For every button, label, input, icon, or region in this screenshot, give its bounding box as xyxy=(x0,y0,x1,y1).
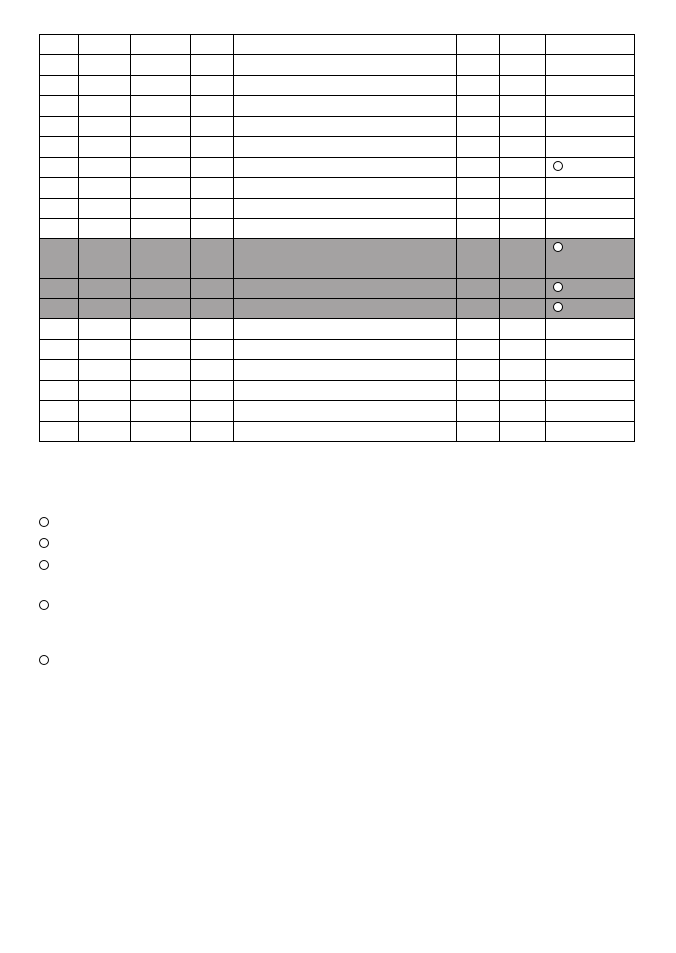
table-cell xyxy=(40,35,79,55)
table-cell xyxy=(79,55,131,76)
table-cell xyxy=(131,340,191,360)
table-cell xyxy=(546,340,635,360)
table-cell xyxy=(40,279,79,299)
table-cell xyxy=(79,279,131,299)
table-cell xyxy=(131,299,191,319)
table-cell xyxy=(234,137,457,158)
table-cell xyxy=(457,422,500,442)
table-cell xyxy=(131,158,191,178)
table-cell xyxy=(234,381,457,401)
table-cell xyxy=(546,199,635,219)
table-cell xyxy=(131,219,191,239)
table-cell xyxy=(500,158,546,178)
table-cell xyxy=(234,55,457,76)
table-cell xyxy=(191,401,234,422)
table-cell xyxy=(457,137,500,158)
table-cell xyxy=(131,35,191,55)
table-cell xyxy=(234,239,457,279)
table-cell xyxy=(131,239,191,279)
table-cell xyxy=(40,319,79,340)
table-cell xyxy=(131,199,191,219)
note-item xyxy=(39,654,55,668)
table-cell xyxy=(457,401,500,422)
table-cell xyxy=(40,199,79,219)
table-cell xyxy=(40,401,79,422)
table-cell xyxy=(500,381,546,401)
table-cell xyxy=(131,422,191,442)
table-cell xyxy=(40,381,79,401)
table-cell xyxy=(40,422,79,442)
table-cell xyxy=(191,360,234,381)
circle-bullet-icon xyxy=(39,655,49,665)
table-cell xyxy=(457,76,500,96)
table-cell xyxy=(500,319,546,340)
table-cell xyxy=(546,299,635,319)
table-cell xyxy=(234,279,457,299)
table-cell xyxy=(234,422,457,442)
table-cell xyxy=(40,55,79,76)
table-cell xyxy=(40,76,79,96)
table-cell xyxy=(234,76,457,96)
table-cell xyxy=(546,96,635,117)
table-row xyxy=(40,381,635,401)
table-cell xyxy=(500,76,546,96)
table-cell xyxy=(500,219,546,239)
table-cell xyxy=(234,401,457,422)
table-row xyxy=(40,401,635,422)
table-cell xyxy=(546,239,635,279)
table-cell xyxy=(457,178,500,199)
table-cell xyxy=(131,360,191,381)
table-cell xyxy=(79,299,131,319)
table-cell xyxy=(79,360,131,381)
table-cell xyxy=(79,219,131,239)
note-item xyxy=(39,537,55,551)
table-row xyxy=(40,319,635,340)
table-cell xyxy=(234,299,457,319)
table-cell xyxy=(79,381,131,401)
table-body xyxy=(40,35,635,442)
table-cell xyxy=(131,76,191,96)
table-cell xyxy=(234,117,457,137)
table-cell xyxy=(457,96,500,117)
note-item xyxy=(39,559,55,573)
table-row xyxy=(40,158,635,178)
table-cell xyxy=(457,239,500,279)
table-cell xyxy=(79,422,131,442)
table-cell xyxy=(457,199,500,219)
circle-bullet-icon xyxy=(39,517,49,527)
table-cell xyxy=(500,178,546,199)
table-cell xyxy=(546,178,635,199)
circle-marker-icon xyxy=(553,242,563,252)
table-cell xyxy=(191,35,234,55)
table-cell xyxy=(500,299,546,319)
table-cell xyxy=(191,158,234,178)
table-cell xyxy=(79,158,131,178)
table-cell xyxy=(457,117,500,137)
table-cell xyxy=(500,199,546,219)
table-cell xyxy=(40,96,79,117)
table-cell xyxy=(546,117,635,137)
table-cell xyxy=(234,178,457,199)
table-cell xyxy=(546,76,635,96)
table-cell xyxy=(234,96,457,117)
table-cell xyxy=(546,319,635,340)
circle-bullet-icon xyxy=(39,560,49,570)
table-cell xyxy=(234,319,457,340)
table-cell xyxy=(131,381,191,401)
note-item xyxy=(39,599,55,613)
table-cell xyxy=(131,117,191,137)
table-cell xyxy=(191,96,234,117)
table-cell xyxy=(500,340,546,360)
table-cell xyxy=(500,239,546,279)
table-cell xyxy=(500,35,546,55)
table-row xyxy=(40,299,635,319)
table-cell xyxy=(40,239,79,279)
table-cell xyxy=(546,279,635,299)
table-cell xyxy=(79,340,131,360)
table-cell xyxy=(234,199,457,219)
table-cell xyxy=(457,158,500,178)
table-cell xyxy=(79,76,131,96)
table-cell xyxy=(79,137,131,158)
table-cell xyxy=(546,219,635,239)
table-cell xyxy=(191,137,234,158)
table-cell xyxy=(40,340,79,360)
table-cell xyxy=(191,76,234,96)
table-cell xyxy=(546,360,635,381)
table-cell xyxy=(546,158,635,178)
table-row xyxy=(40,340,635,360)
table-cell xyxy=(40,137,79,158)
table-cell xyxy=(131,319,191,340)
table-cell xyxy=(40,219,79,239)
table-row xyxy=(40,137,635,158)
note-item xyxy=(39,516,55,530)
table-cell xyxy=(500,55,546,76)
table-cell xyxy=(457,381,500,401)
table-cell xyxy=(79,96,131,117)
table-cell xyxy=(131,55,191,76)
table-cell xyxy=(191,319,234,340)
table-cell xyxy=(40,360,79,381)
table-row xyxy=(40,76,635,96)
table-row xyxy=(40,279,635,299)
table-row xyxy=(40,239,635,279)
table-cell xyxy=(457,299,500,319)
table-cell xyxy=(457,340,500,360)
table-cell xyxy=(500,137,546,158)
table-cell xyxy=(234,219,457,239)
table-cell xyxy=(40,158,79,178)
table-cell xyxy=(546,381,635,401)
table-cell xyxy=(500,96,546,117)
table-cell xyxy=(500,422,546,442)
table-cell xyxy=(546,401,635,422)
table-cell xyxy=(191,422,234,442)
table-cell xyxy=(457,219,500,239)
table-cell xyxy=(40,178,79,199)
table-cell xyxy=(546,422,635,442)
table-cell xyxy=(500,279,546,299)
table-cell xyxy=(546,35,635,55)
table-row xyxy=(40,35,635,55)
table-cell xyxy=(191,239,234,279)
table-row xyxy=(40,219,635,239)
table-cell xyxy=(457,279,500,299)
table-cell xyxy=(457,319,500,340)
table-cell xyxy=(191,117,234,137)
table-cell xyxy=(234,340,457,360)
table-cell xyxy=(457,35,500,55)
table-cell xyxy=(40,117,79,137)
table-cell xyxy=(500,360,546,381)
table-cell xyxy=(79,178,131,199)
circle-marker-icon xyxy=(553,282,563,292)
table-cell xyxy=(79,117,131,137)
table-cell xyxy=(191,55,234,76)
table-row xyxy=(40,422,635,442)
table-cell xyxy=(191,279,234,299)
table-cell xyxy=(500,401,546,422)
circle-bullet-icon xyxy=(39,538,49,548)
circle-bullet-icon xyxy=(39,600,49,610)
table-cell xyxy=(79,319,131,340)
table-cell xyxy=(131,279,191,299)
table-cell xyxy=(546,137,635,158)
table-cell xyxy=(131,137,191,158)
table-cell xyxy=(191,299,234,319)
table-cell xyxy=(234,158,457,178)
table-cell xyxy=(191,199,234,219)
circle-marker-icon xyxy=(553,302,563,312)
table-cell xyxy=(191,381,234,401)
table-cell xyxy=(457,360,500,381)
table-row xyxy=(40,55,635,76)
data-table xyxy=(39,34,635,442)
table-cell xyxy=(131,178,191,199)
table-row xyxy=(40,199,635,219)
table-cell xyxy=(191,178,234,199)
table-cell xyxy=(191,340,234,360)
table-row xyxy=(40,96,635,117)
table-cell xyxy=(191,219,234,239)
table-row xyxy=(40,360,635,381)
table-cell xyxy=(79,35,131,55)
table-cell xyxy=(131,401,191,422)
table-cell xyxy=(457,55,500,76)
circle-marker-icon xyxy=(553,161,563,171)
table-row xyxy=(40,117,635,137)
table-cell xyxy=(79,199,131,219)
table-cell xyxy=(131,96,191,117)
table-cell xyxy=(546,55,635,76)
table-cell xyxy=(234,35,457,55)
table-cell xyxy=(79,401,131,422)
table-row xyxy=(40,178,635,199)
table-cell xyxy=(79,239,131,279)
table-cell xyxy=(500,117,546,137)
table-cell xyxy=(40,299,79,319)
table-cell xyxy=(234,360,457,381)
